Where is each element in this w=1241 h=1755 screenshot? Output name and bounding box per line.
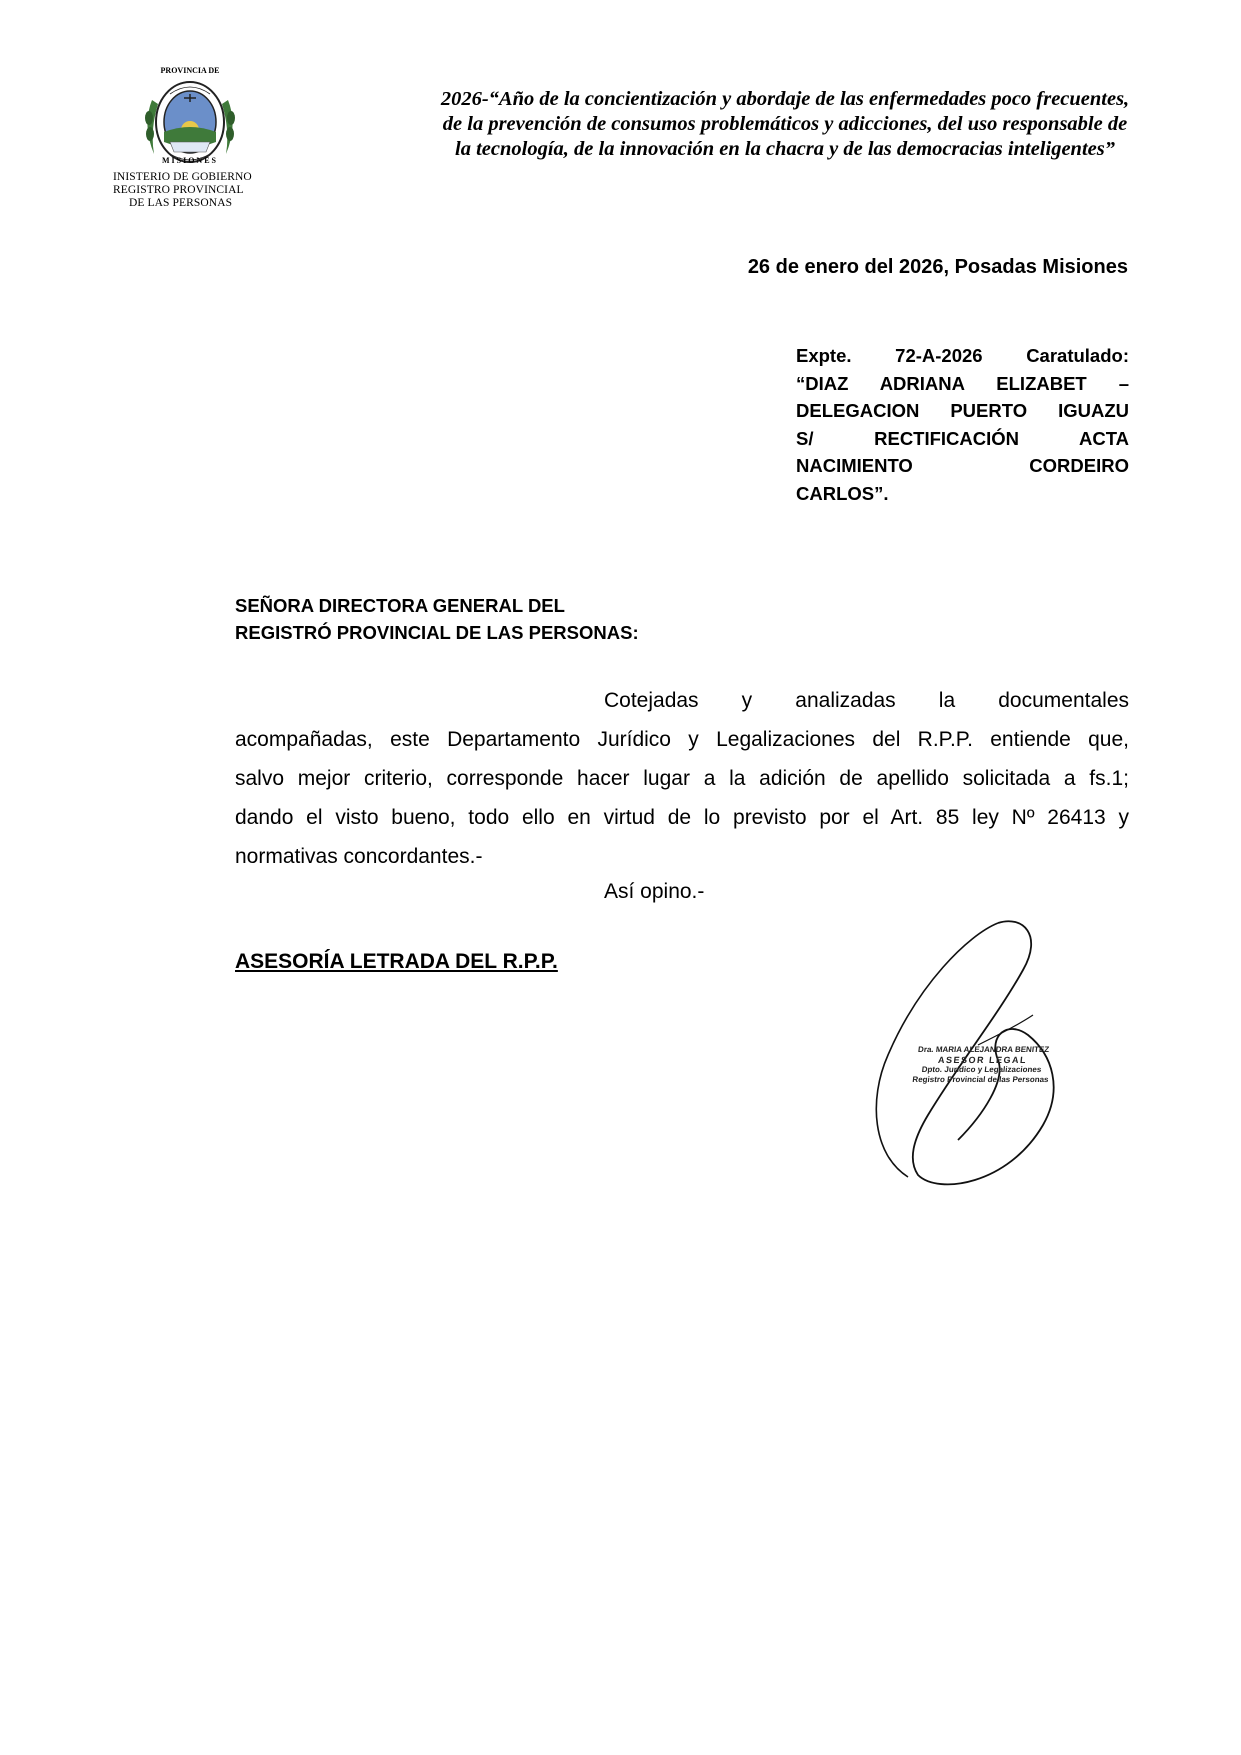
seal-top-text: PROVINCIA DE	[160, 66, 220, 75]
provincia-de-misiones-seal-icon	[140, 70, 240, 170]
closing-line: Así opino.-	[604, 880, 705, 903]
body-line: dando el visto bueno, todo ello en virtud de lo previsto por el Art. 85 ley Nº 26413 y	[235, 806, 1129, 829]
signatory-heading: ASESORÍA LETRADA DEL R.P.P.	[235, 950, 558, 973]
motto-line: la tecnología, de la innovación en la chacra y de las democracias inteligentes”	[455, 138, 1115, 160]
body-paragraph	[235, 681, 1129, 876]
signature-stamp	[900, 1045, 1064, 1085]
body-line: normativas concordantes.-	[235, 845, 483, 868]
expediente-line: CARLOS”.	[796, 482, 889, 504]
body-line: acompañadas, este Departamento Jurídico y Legalizaciones del R.P.P. entiende que,	[235, 728, 1129, 751]
expediente-line: NACIMIENTO CORDEIRO	[796, 455, 1129, 476]
body-line: salvo mejor criterio, corresponde hacer lugar a la adición de apellido solicitada a fs.1;	[235, 767, 1129, 790]
addressee	[235, 592, 639, 646]
expediente-line: “DIAZ ADRIANA ELIZABET –	[796, 372, 1129, 394]
expediente-line: S/ RECTIFICACIÓN ACTA	[796, 427, 1129, 449]
ministry-line: INISTERIO DE GOBIERNO	[113, 171, 252, 183]
stamp-line: Registro Provincial de las Personas	[911, 1075, 1049, 1084]
addressee-line: SEÑORA DIRECTORA GENERAL DEL	[235, 595, 565, 616]
date-line: 26 de enero del 2026, Posadas Misiones	[747, 256, 1128, 278]
addressee-line: REGISTRÓ PROVINCIAL DE LAS PERSONAS:	[235, 622, 639, 643]
expediente-reference	[796, 342, 1129, 507]
expediente-line: DELEGACION PUERTO IGUAZU	[796, 400, 1129, 421]
year-motto	[385, 87, 1185, 162]
motto-line: 2026-“Año de la concientización y abordaje de las enfermedades poco frecuentes,	[440, 88, 1130, 110]
body-line: Cotejadas y analizadas la documentales	[604, 689, 1129, 712]
expediente-line: Expte. 72-A-2026 Caratulado:	[796, 345, 1129, 366]
ministry-line: DE LAS PERSONAS	[129, 197, 233, 209]
stamp-line: ASESOR LEGAL	[937, 1055, 1028, 1065]
stamp-line: Dpto. Jurídico y Legalizaciones	[921, 1065, 1042, 1074]
motto-line: de la prevención de consumos problemáticos y adicciones, del uso responsable de	[442, 113, 1128, 135]
ministry-heading	[113, 171, 283, 210]
stamp-line: Dra. MARIA ALEJANDRA BENITEZ	[917, 1045, 1050, 1054]
seal-bottom-text: MISIONES	[161, 156, 218, 165]
ministry-line: REGISTRO PROVINCIAL	[113, 184, 244, 196]
